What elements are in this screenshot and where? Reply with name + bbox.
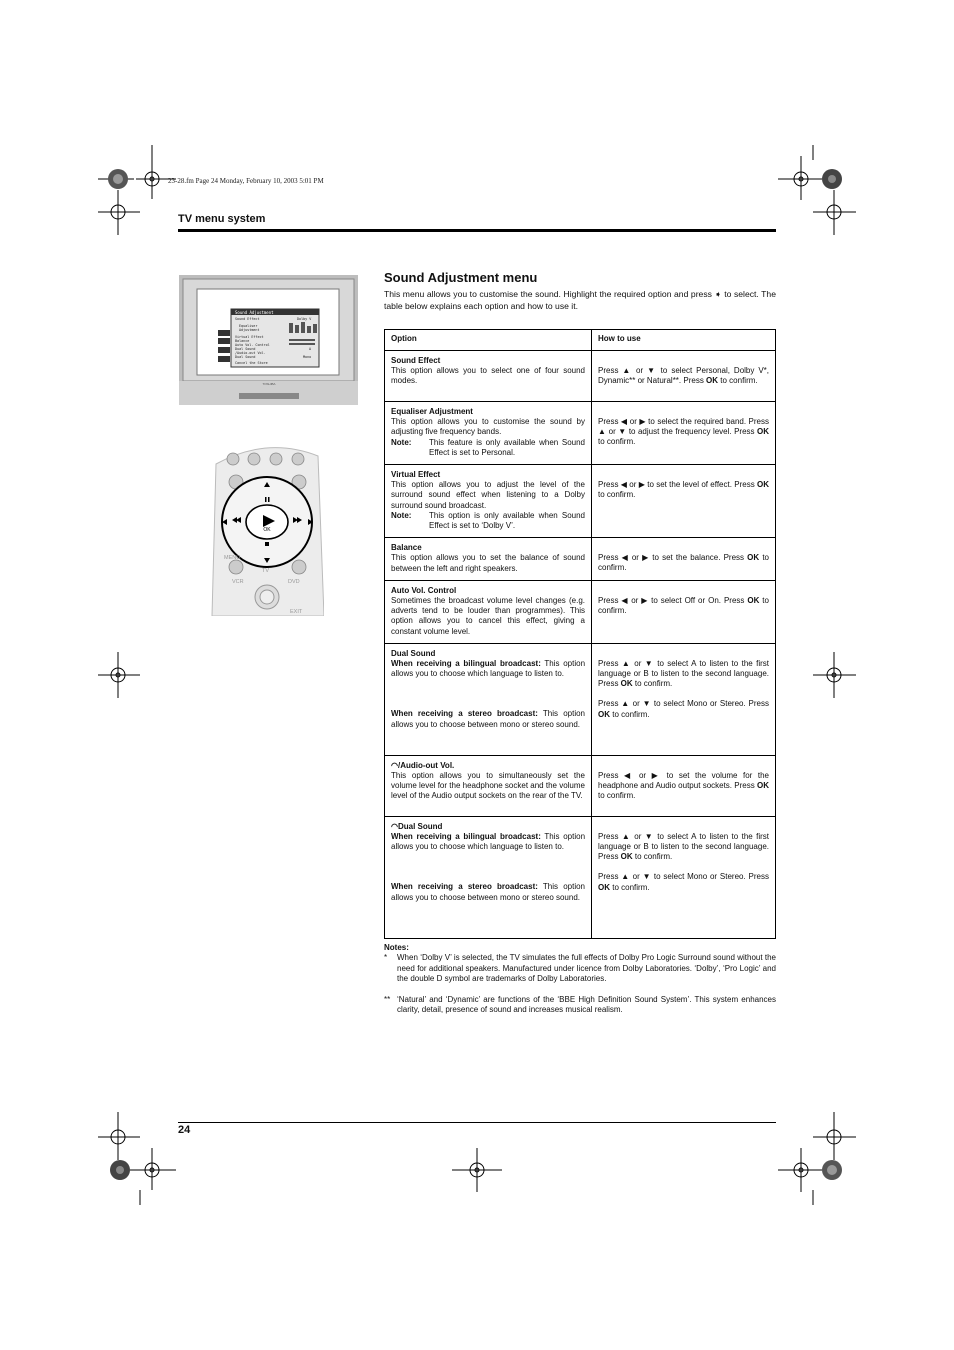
table-row bbox=[385, 816, 776, 938]
remote-control-illustration bbox=[210, 442, 324, 616]
sub-text: This option allows you to choose between mono or stereo sound. bbox=[391, 882, 585, 902]
sub-text: This option allows you to choose which language to listen to. bbox=[391, 832, 586, 852]
table-row bbox=[385, 465, 776, 538]
option-desc: This option allows you to customise the sound by adjusting five frequency bands. bbox=[391, 417, 585, 437]
option-title: Auto Vol. Control bbox=[391, 585, 457, 595]
how-to-use: Press ◀ or ▶ to select the required band. Press ▲ or ▼ to adjust the frequency level. Press OK to confirm. bbox=[598, 417, 769, 447]
table-row bbox=[385, 643, 776, 755]
section-title: TV menu system bbox=[178, 213, 266, 225]
option-title: Dual Sound bbox=[397, 821, 443, 831]
how-to-use: Press ◀ or ▶ to set the balance. Press OK to confirm. bbox=[598, 553, 769, 573]
headphone-icon: ◠ bbox=[391, 760, 398, 770]
exit-label: EXIT bbox=[290, 609, 303, 615]
tv-menu-item: Auto Vol. Control bbox=[235, 343, 270, 347]
table-row bbox=[385, 538, 776, 581]
ok-label: OK bbox=[263, 527, 271, 533]
tv-menu-value: Dolby V bbox=[297, 317, 312, 321]
tv-menu-item: Equaliser bbox=[239, 324, 258, 328]
tv-brand: TOSHIBA bbox=[262, 382, 276, 386]
tv-screen-illustration bbox=[179, 275, 358, 405]
footnote-text: When ‘Dolby V’ is selected, the TV simulates the full effects of Dolby Pro Logic Surround sound without the need for additional speakers. Manufactured under licence from Dolby Laboratories. ‘Dolby’, ‘Pro Logic’ and the double D symbol are trademarks of Dolby Laboratories. bbox=[397, 953, 776, 984]
column-header-option: Option bbox=[385, 330, 592, 351]
note-label: Note: bbox=[391, 437, 412, 447]
how-to-use: Press ▲ or ▼ to select Personal, Dolby V*, Dynamic** or Natural**. Press OK to confirm. bbox=[598, 366, 769, 386]
sub-label: When receiving a bilingual broadcast: bbox=[391, 832, 541, 842]
how-to-use: Press ▲ or ▼ to select A to listen to the first language or B to listen to the second language. Press OK to confirm. bbox=[598, 658, 769, 689]
footnote-marker: * bbox=[384, 953, 388, 963]
tv-menu-value: Mono bbox=[303, 355, 312, 359]
footnote-marker: ** bbox=[384, 994, 391, 1004]
tv-menu-item: Dual Sound bbox=[235, 355, 256, 359]
sub-text: This option allows you to choose which language to listen to. bbox=[391, 659, 586, 679]
intro-text: This menu allows you to customise the sound. Highlight the required option and press ➧ to select. The table below explains each option and how to use it. bbox=[384, 289, 776, 311]
dvd-label: DVD bbox=[288, 579, 300, 585]
sub-text: This option allows you to choose between mono or stereo sound. bbox=[391, 709, 585, 729]
tv-menu-item: Dual Sound bbox=[235, 347, 256, 351]
headphone-icon: ◠ bbox=[391, 821, 398, 831]
option-title: /Audio-out Vol. bbox=[397, 760, 455, 770]
note-label: Note: bbox=[391, 510, 412, 520]
table-row bbox=[385, 351, 776, 402]
option-desc: This option allows you to simultaneously set the volume level for the headphone socket and the volume level of the Audio output sockets on the rear of the TV. bbox=[391, 771, 585, 801]
note-text: This option is only available when Sound Effect is set to ‘Dolby V’. bbox=[429, 510, 585, 531]
column-header-how-to-use: How to use bbox=[592, 330, 776, 351]
table-row bbox=[385, 755, 776, 816]
table-row bbox=[385, 580, 776, 643]
option-title: Sound Effect bbox=[391, 356, 441, 365]
option-desc: Sometimes the broadcast volume level changes (e.g. adverts tend to be louder than programmes). This option allows you to cancel this effect, giving a constant volume level. bbox=[391, 596, 585, 636]
how-to-use: Press ◀ or ▶ to set the level of effect. Press OK to confirm. bbox=[598, 480, 769, 500]
tv-label: TV bbox=[262, 568, 270, 574]
print-slug: 23-28.fm Page 24 Monday, February 10, 2003 5:01 PM bbox=[168, 177, 324, 185]
how-to-use: Press ◀ or ▶ to select Off or On. Press OK to confirm. bbox=[598, 595, 769, 616]
option-desc: This option allows you to set the balance of sound between the left and right speakers. bbox=[391, 553, 585, 573]
tv-menu-item: Sound Effect bbox=[235, 317, 260, 321]
sub-label: When receiving a stereo broadcast: bbox=[391, 882, 538, 892]
sub-label: When receiving a bilingual broadcast: bbox=[391, 659, 541, 669]
tv-menu-item: Virtual Effect bbox=[235, 335, 264, 339]
table-header-row bbox=[385, 330, 776, 351]
sub-label: When receiving a stereo broadcast: bbox=[391, 709, 538, 719]
how-to-use: Press ▲ or ▼ to select Mono or Stereo. Press OK to confirm. bbox=[598, 699, 769, 719]
option-title: Equaliser Adjustment bbox=[391, 407, 473, 416]
table-row bbox=[385, 402, 776, 465]
note-text: This feature is only available when Sound Effect is set to Personal. bbox=[429, 437, 585, 457]
tv-menu-item: Balance bbox=[235, 339, 250, 343]
footnotes bbox=[384, 943, 776, 1015]
header-rule bbox=[178, 229, 776, 232]
how-to-use: Press ▲ or ▼ to select Mono or Stereo. Press OK to confirm. bbox=[598, 872, 769, 892]
tv-menu-item: Cancel the Store bbox=[235, 361, 268, 365]
footnote bbox=[384, 953, 776, 984]
option-title: Virtual Effect bbox=[391, 470, 441, 480]
footer-rule bbox=[178, 1122, 776, 1123]
option-desc: This option allows you to select one of four sound modes. bbox=[391, 366, 585, 386]
footnote-text: ‘Natural’ and ‘Dynamic’ are functions of the ‘BBE High Definition Sound System’. This system enhances clarity, detail, presence of sound and increases musical realism. bbox=[397, 994, 776, 1015]
how-to-use: Press ◀ or ▶ to set the volume for the headphone and Audio output sockets. Press OK to confirm. bbox=[598, 770, 769, 801]
tv-menu-title: Sound Adjustment bbox=[235, 310, 274, 315]
option-title: Dual Sound bbox=[391, 648, 436, 658]
menu-label: MENU bbox=[224, 555, 241, 561]
footnote bbox=[384, 995, 776, 1016]
vcr-label: VCR bbox=[232, 579, 244, 585]
tv-menu-item: Adjustment bbox=[239, 328, 260, 332]
how-to-use: Press ▲ or ▼ to select A to listen to the first language or B to listen to the second language. Press OK to confirm. bbox=[598, 831, 769, 862]
page-number: 24 bbox=[178, 1124, 191, 1136]
tv-menu-value: A bbox=[309, 347, 312, 351]
options-table bbox=[384, 329, 776, 939]
page-heading: Sound Adjustment menu bbox=[384, 270, 538, 285]
option-title: Balance bbox=[391, 543, 422, 553]
option-desc: This option allows you to adjust the level of the surround sound effect when listening to a Dolby surround sound broadcast. bbox=[391, 480, 585, 510]
notes-title: Notes: bbox=[384, 943, 409, 952]
tv-menu-item: /Audio-out Vol. bbox=[235, 351, 266, 355]
